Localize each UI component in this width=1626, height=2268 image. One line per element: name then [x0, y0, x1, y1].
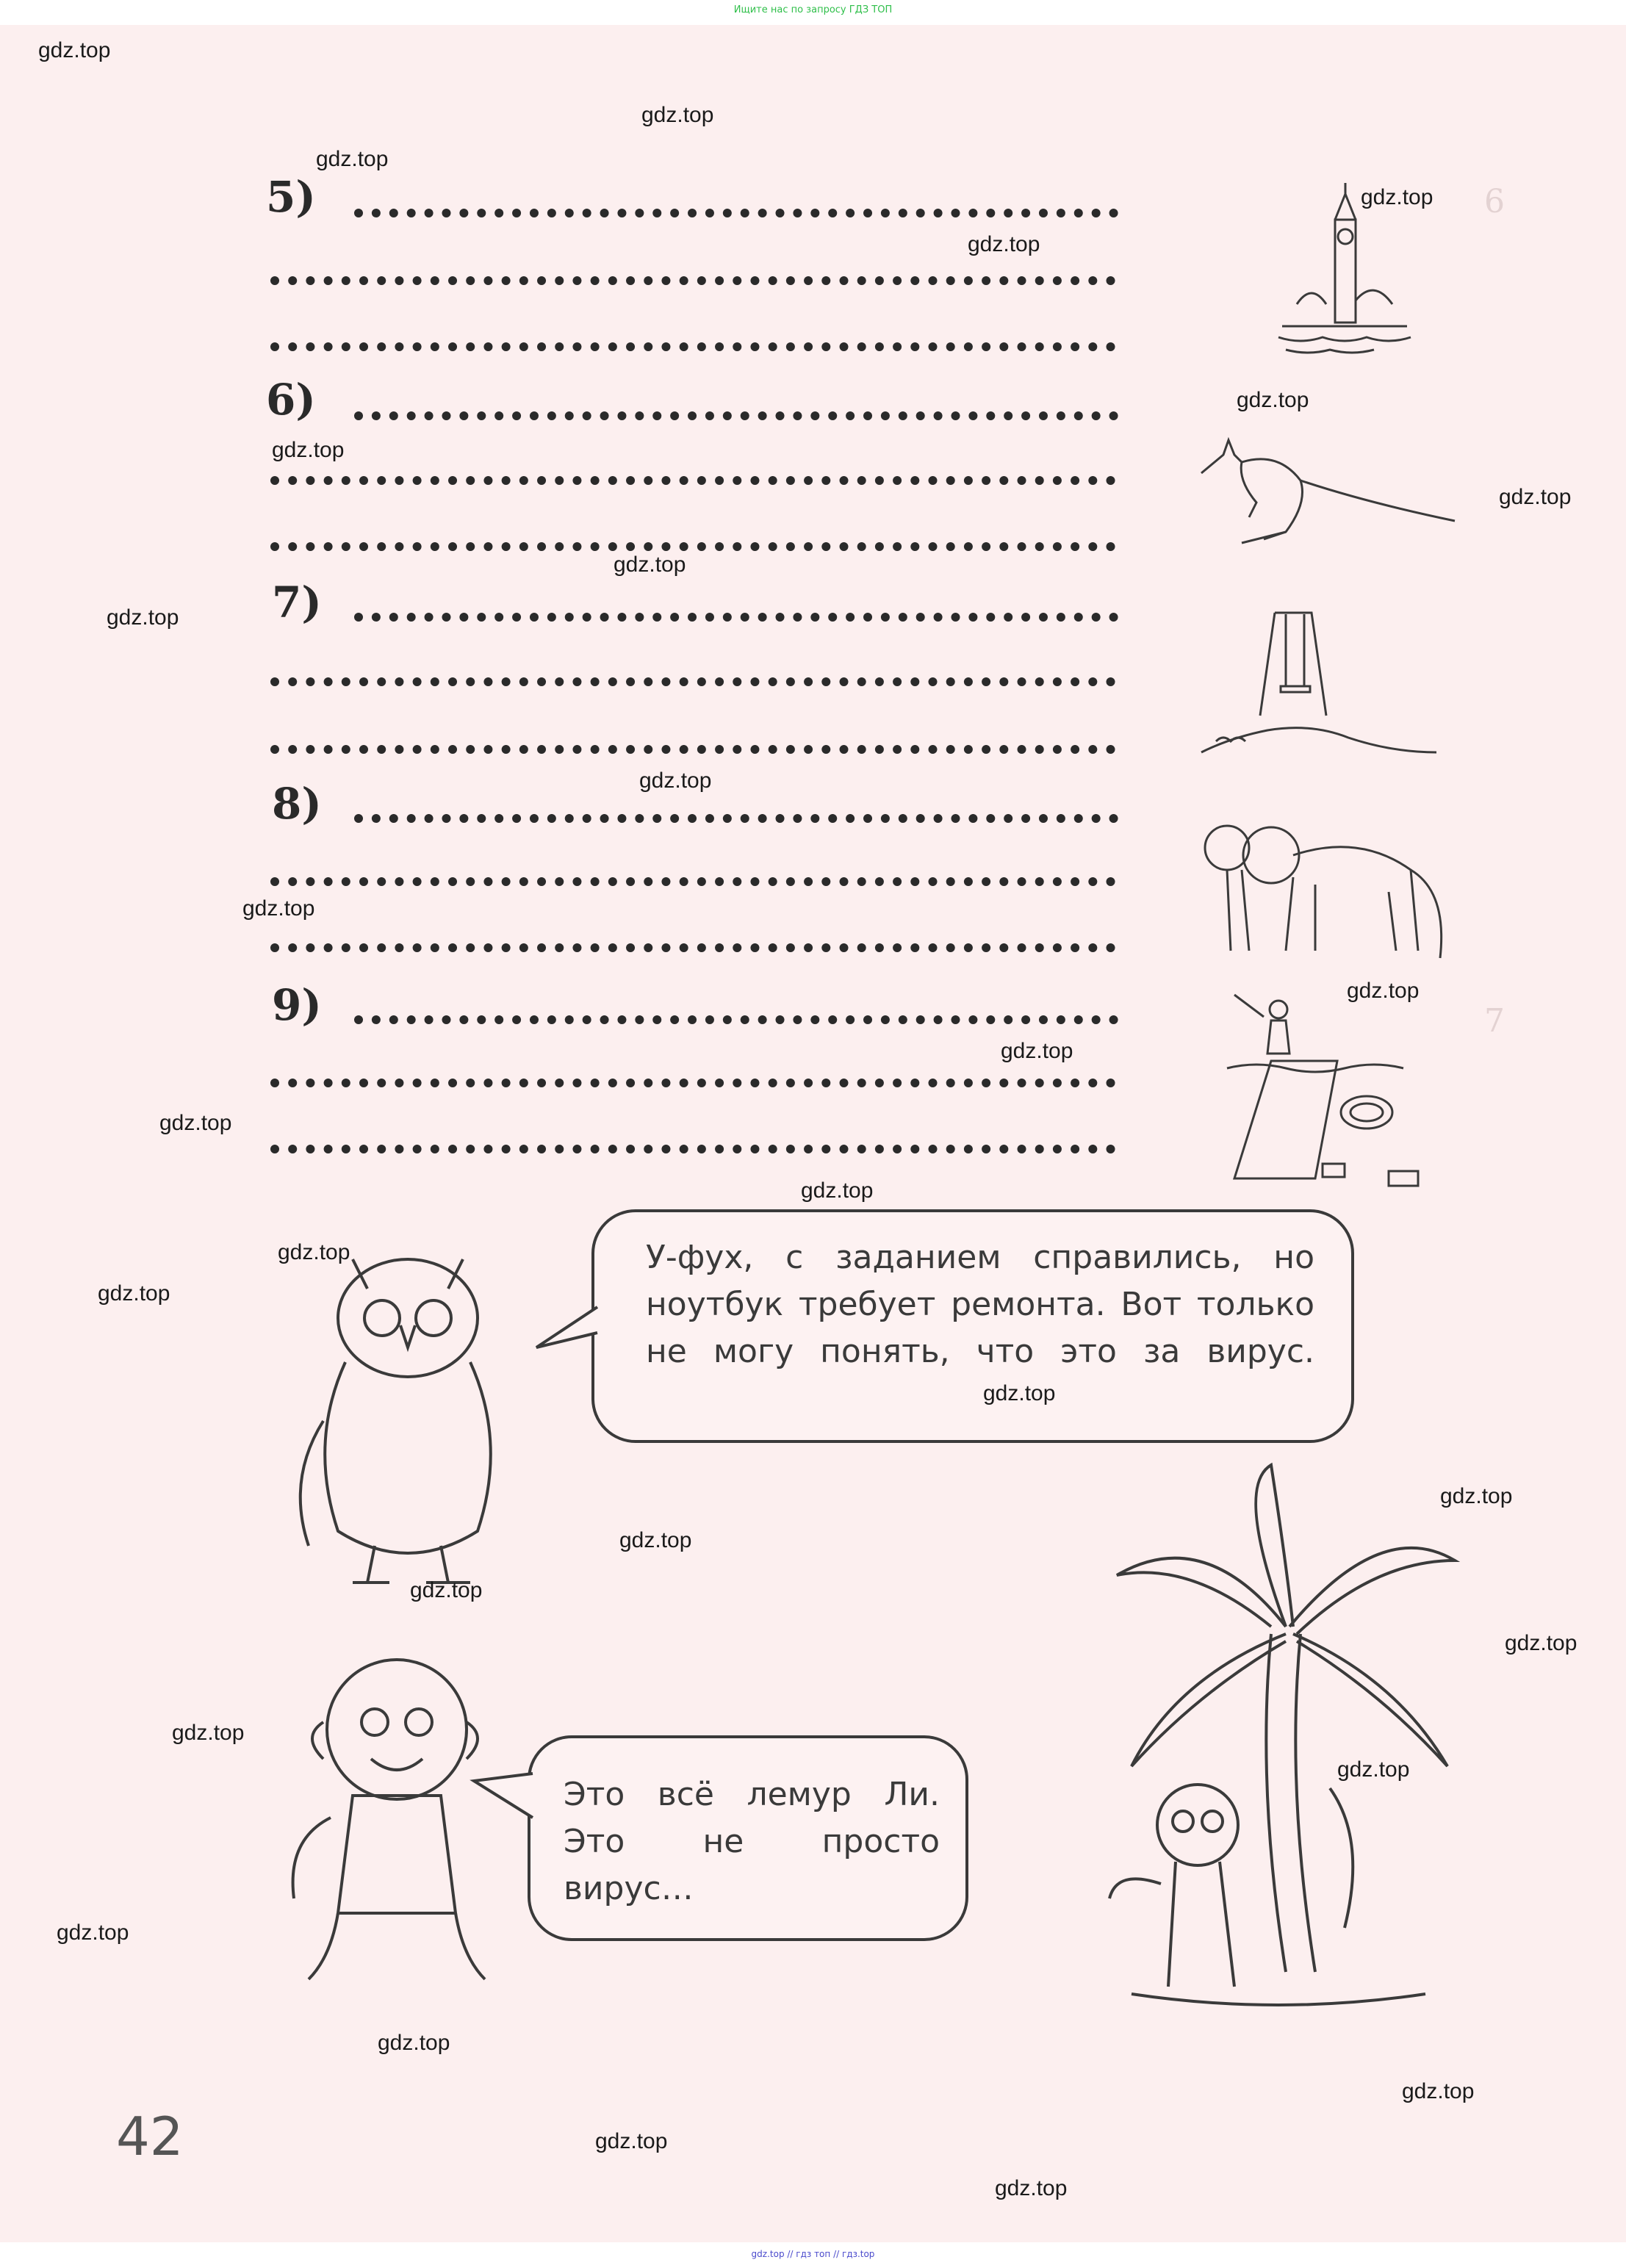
owl-speech-text: У-фух, с заданием справились, но ноутбук требует ремонта. Вот только не могу понять, что это за вирус. — [646, 1239, 1314, 1370]
watermark[interactable]: gdz.top — [1237, 388, 1309, 412]
watermark[interactable]: gdz.top — [378, 2031, 450, 2055]
owl-bubble-tail — [533, 1303, 599, 1362]
watermark[interactable]: gdz.top — [1499, 485, 1572, 509]
watermark[interactable]: gdz.top — [619, 1528, 692, 1552]
watermark[interactable]: gdz.top — [1440, 1484, 1513, 1508]
monkey-bubble-tail — [470, 1766, 536, 1832]
answer-line[interactable] — [354, 209, 1118, 217]
answer-line[interactable] — [270, 542, 1115, 551]
watermark[interactable]: gdz.top — [595, 2129, 668, 2153]
lions-icon — [1198, 811, 1462, 958]
answer-line[interactable] — [354, 1015, 1118, 1024]
watermark[interactable]: gdz.top — [1337, 1757, 1410, 1782]
answer-line[interactable] — [270, 943, 1115, 952]
watermark[interactable]: gdz.top — [98, 1281, 170, 1306]
item-number: 8) — [272, 779, 322, 829]
monkey-speech-bubble — [528, 1735, 968, 1941]
watermark[interactable]: gdz.top — [639, 768, 712, 793]
watermark[interactable]: gdz.top — [1001, 1039, 1073, 1063]
watermark[interactable]: gdz.top — [278, 1240, 350, 1264]
answer-line[interactable] — [270, 1145, 1115, 1153]
watermark[interactable]: gdz.top — [38, 38, 111, 62]
item-number: 6) — [266, 375, 316, 425]
answer-line[interactable] — [354, 613, 1118, 622]
answer-line[interactable] — [354, 814, 1118, 823]
watermark[interactable]: gdz.top — [107, 605, 179, 630]
watermark[interactable]: gdz.top — [1505, 1631, 1578, 1655]
watermark[interactable]: gdz.top — [614, 552, 686, 577]
watermark[interactable]: gdz.top — [172, 1721, 245, 1745]
top-banner[interactable]: Ищите нас по запросу ГДЗ ТОП — [733, 4, 893, 15]
watermark[interactable]: gdz.top — [968, 232, 1040, 256]
watermark[interactable]: gdz.top — [995, 2176, 1068, 2200]
watermark[interactable]: gdz.top — [801, 1178, 874, 1203]
pirate-pier-icon — [1220, 980, 1455, 1193]
answer-line[interactable] — [270, 877, 1115, 886]
answer-line[interactable] — [354, 411, 1118, 420]
owl-speech-bubble — [591, 1209, 1354, 1443]
watermark[interactable]: gdz.top — [410, 1578, 483, 1602]
item-number: 9) — [272, 980, 322, 1030]
answer-line[interactable] — [270, 342, 1115, 351]
watermark[interactable]: gdz.top — [1361, 185, 1433, 209]
watermark[interactable]: gdz.top — [57, 1920, 129, 1945]
answer-line[interactable] — [270, 745, 1115, 754]
item-number: 7) — [272, 577, 322, 627]
monkey-speech-text: Это всё лемур Ли. Это не просто вирус… — [564, 1776, 940, 1907]
show-through-text: 6 — [1484, 183, 1505, 220]
watermark[interactable]: gdz.top — [159, 1111, 232, 1135]
lemur-palm-icon — [1087, 1458, 1469, 2045]
page-number: 42 — [116, 2106, 184, 2167]
watermark[interactable]: gdz.top — [983, 1381, 1056, 1405]
answer-line[interactable] — [270, 1079, 1115, 1087]
answer-line[interactable] — [270, 276, 1115, 285]
watermark[interactable]: gdz.top — [242, 896, 315, 921]
owl-icon — [279, 1237, 529, 1590]
watermark[interactable]: gdz.top — [272, 438, 345, 462]
watermark[interactable]: gdz.top — [316, 147, 389, 171]
answer-line[interactable] — [270, 677, 1115, 686]
answer-line[interactable] — [270, 476, 1115, 485]
footer-banner[interactable]: gdz.top // гдз топ // гдз.top — [751, 2249, 875, 2259]
watermark[interactable]: gdz.top — [1402, 2079, 1475, 2103]
watermark[interactable]: gdz.top — [1347, 979, 1420, 1003]
kangaroo-icon — [1198, 422, 1462, 554]
workbook-page — [0, 25, 1626, 2242]
swing-icon — [1194, 605, 1444, 760]
item-number: 5) — [266, 172, 316, 222]
show-through-text: 7 — [1484, 1002, 1505, 1040]
monkey-icon — [279, 1649, 500, 1994]
watermark[interactable]: gdz.top — [641, 103, 714, 127]
